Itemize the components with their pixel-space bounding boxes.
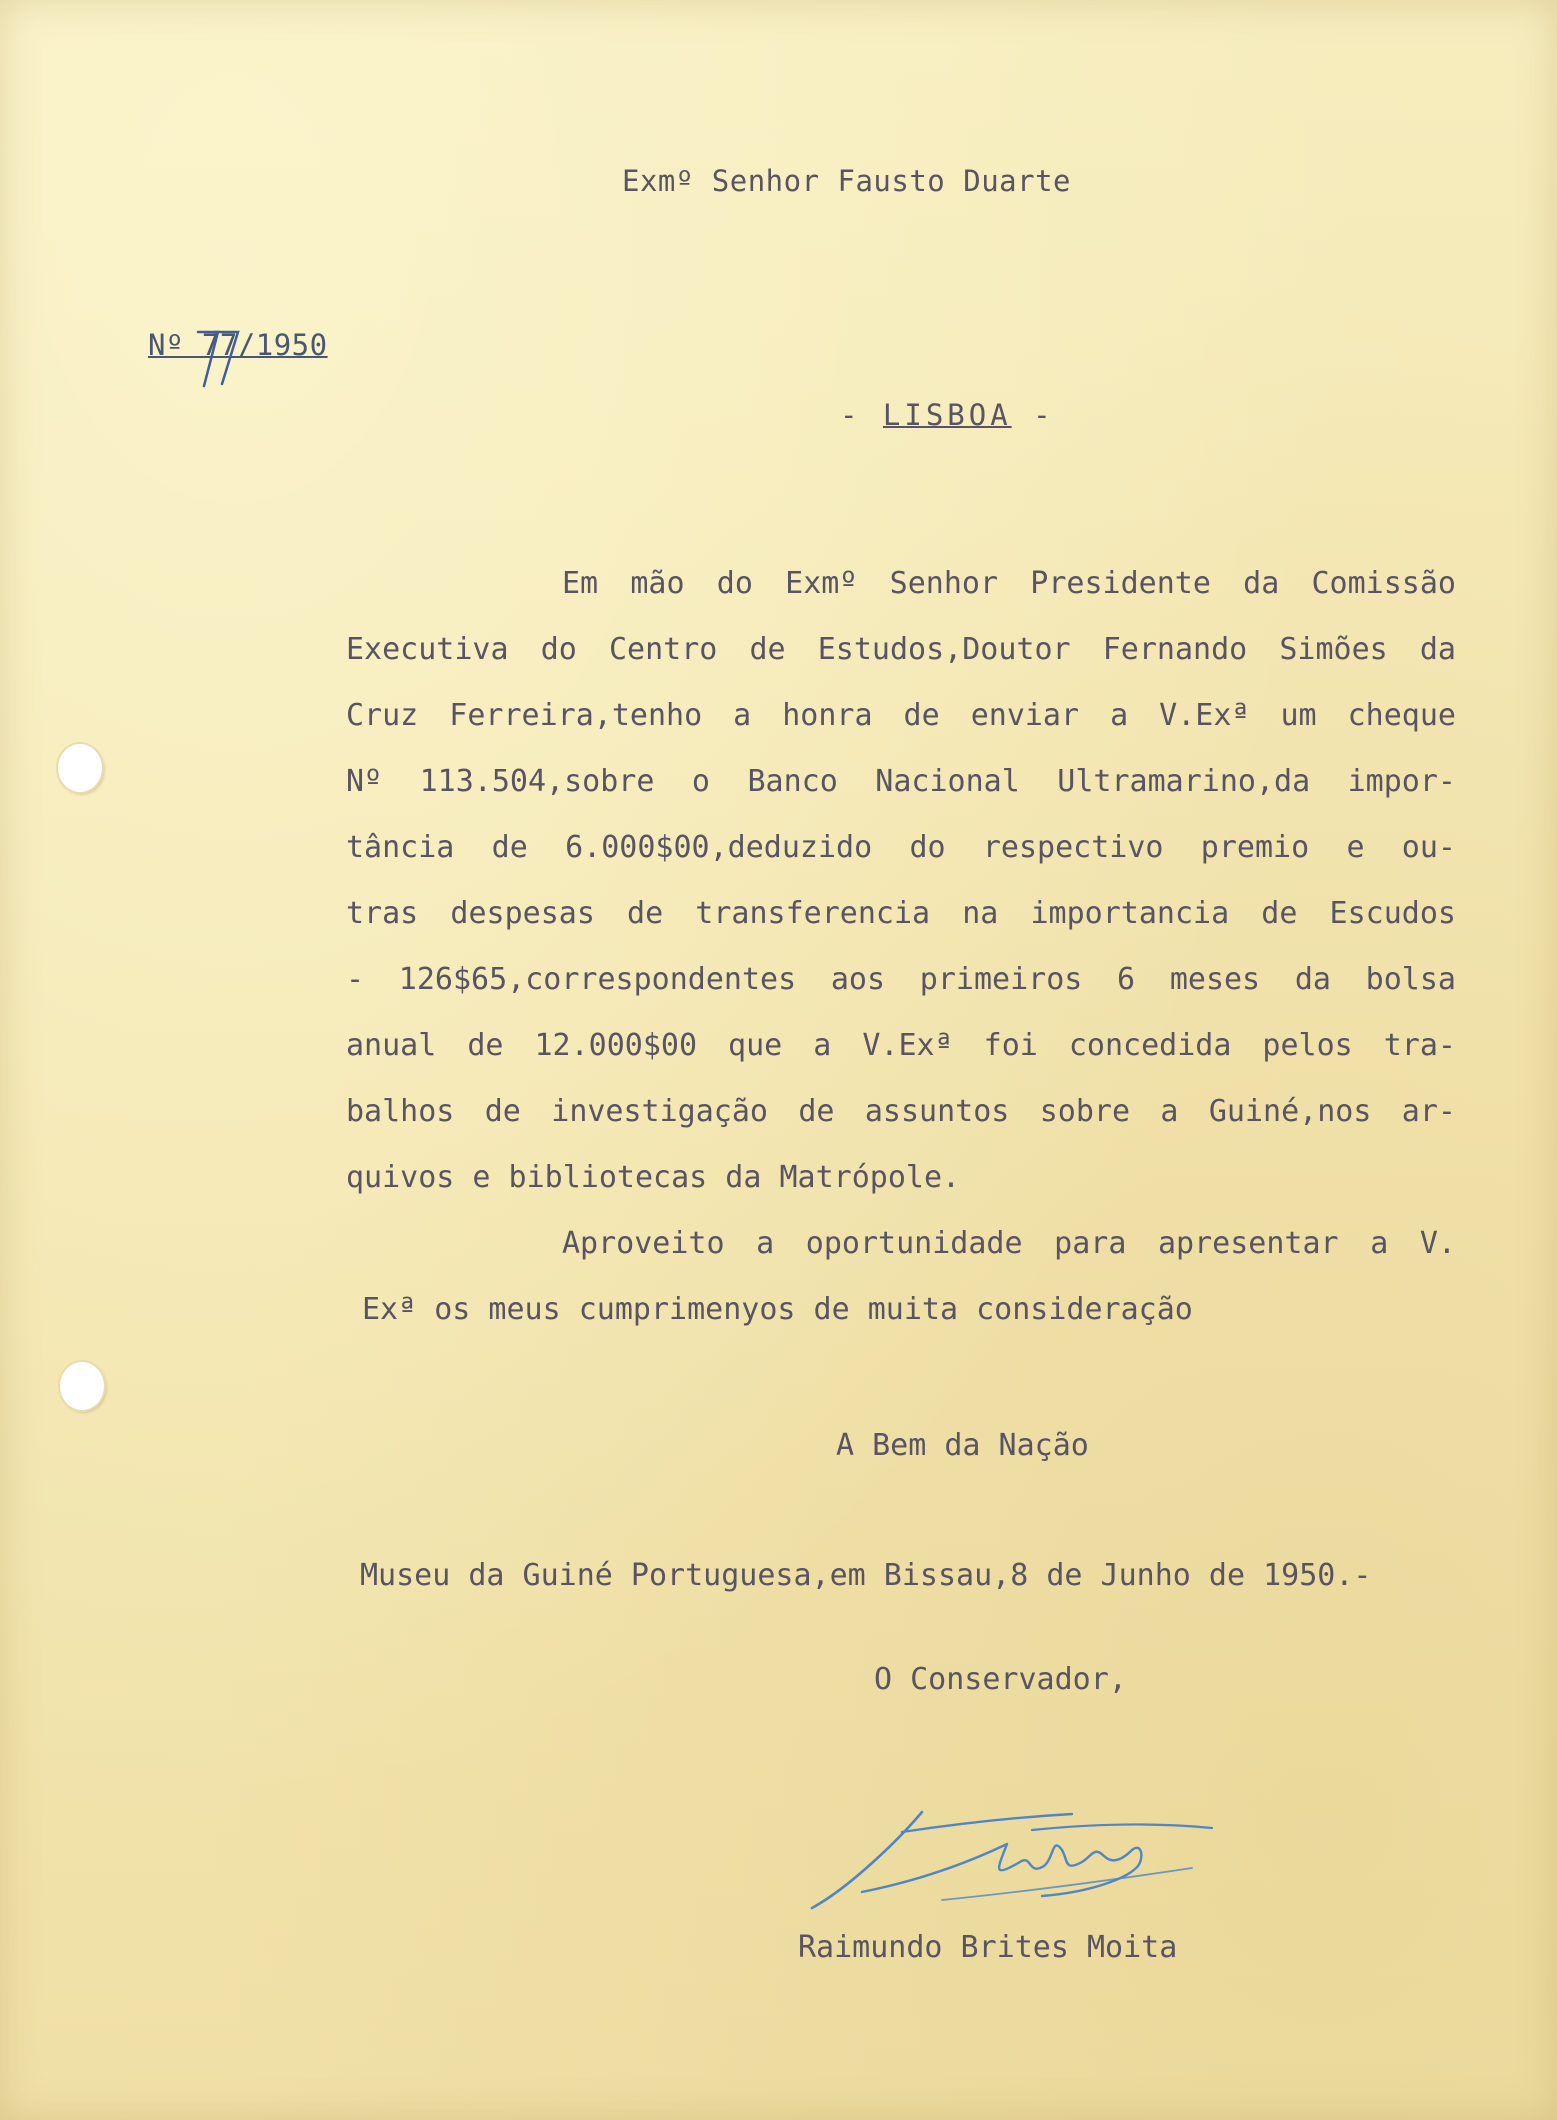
body-line: tras despesas de transferencia na importancia de Escudos	[346, 896, 1456, 931]
body-line: anual de 12.000$00 que a V.Exª foi concedida pelos tra-	[346, 1028, 1456, 1063]
body-line: Cruz Ferreira,tenho a honra de enviar a V.Exª um cheque	[346, 698, 1456, 733]
handwritten-signature	[792, 1796, 1222, 1926]
body-line: quivos e bibliotecas da Matrópole.	[346, 1160, 961, 1195]
salutation: A Bem da Nação	[836, 1428, 1089, 1463]
place-and-date: Museu da Guiné Portuguesa,em Bissau,8 de Junho de 1950.-	[360, 1558, 1372, 1593]
signatory-role: O Conservador,	[874, 1662, 1127, 1697]
body-line: tância de 6.000$00,deduzido do respectivo premio e ou-	[346, 830, 1456, 865]
body-line: Exª os meus cumprimenyos de muita consideração	[362, 1292, 1193, 1327]
city-suffix: -	[1011, 398, 1055, 432]
body-line: Executiva do Centro de Estudos,Doutor Fernando Simões da	[346, 632, 1456, 667]
punch-hole-top	[58, 744, 102, 792]
reference-number: Nº 77/1950	[148, 328, 328, 362]
body-line: Aproveito a oportunidade para apresentar a V.	[562, 1226, 1456, 1261]
body-line: Nº 113.504,sobre o Banco Nacional Ultramarino,da impor-	[346, 764, 1456, 799]
addressee: Exmº Senhor Fausto Duarte	[622, 164, 1071, 198]
city-name: LISBOA	[882, 398, 1012, 432]
body-line: Em mão do Exmº Senhor Presidente da Comissão	[562, 566, 1456, 601]
destination-city	[840, 398, 1055, 432]
body-line: - 126$65,correspondentes aos primeiros 6 meses da bolsa	[346, 962, 1456, 997]
signatory-name: Raimundo Brites Moita	[798, 1930, 1178, 1965]
body-line: balhos de investigação de assuntos sobre a Guiné,nos ar-	[346, 1094, 1456, 1129]
city-prefix: -	[840, 398, 883, 432]
punch-hole-bottom	[60, 1362, 104, 1410]
